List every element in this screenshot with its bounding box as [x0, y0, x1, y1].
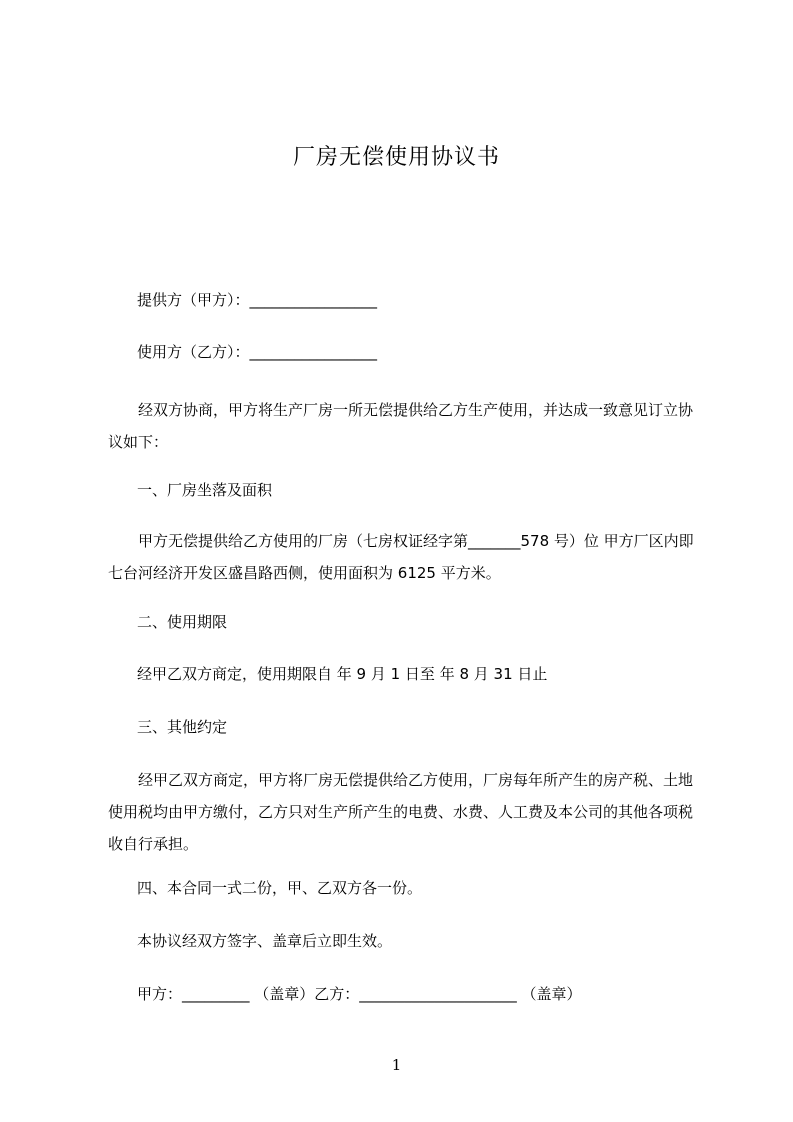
document-title: 厂房无偿使用协议书	[292, 145, 500, 170]
effect-line: 本协议经双方签字、盖章后立即生效。	[137, 932, 393, 950]
section3-heading: 三、其他约定	[137, 718, 228, 736]
provider-line: 提供方（甲方）：_________________	[137, 291, 378, 309]
section2-heading: 二、使用期限	[137, 613, 228, 631]
intro-paragraph-text: 经双方协商，甲方将生产厂房一所无偿提供给乙方生产使用，并达成一致意见订立协议如下：	[108, 401, 694, 451]
section1-heading: 一、厂房坐落及面积	[137, 481, 273, 499]
section2-paragraph: 经甲乙双方商定，使用期限自 年 9 月 1 日至 年 8 月 31 日止	[137, 665, 548, 683]
section4-line: 四、本合同一式二份，甲、乙双方各一份。	[137, 879, 423, 897]
section3-paragraph	[108, 764, 698, 860]
intro-paragraph	[108, 394, 698, 458]
section1-paragraph	[108, 525, 698, 589]
page-number: 1	[391, 1056, 402, 1074]
section3-paragraph-text: 经甲乙双方商定，甲方将厂房无偿提供给乙方使用，厂房每年所产生的房产税、土地使用税均由甲方缴付，乙方只对生产所产生的电费、水费、人工费及本公司的其他各项税收自行承担。	[108, 771, 694, 853]
user-line: 使用方（乙方）：_________________	[137, 343, 378, 361]
section1-paragraph-text: 甲方无偿提供给乙方使用的厂房（七房权证经字第_______578 号）位 甲方厂区内即七台河经济开发区盛昌路西侧，使用面积为 6125 平方米。	[108, 532, 694, 582]
signature-line: 甲方：_________ （盖章）乙方：_____________________ （盖章）	[137, 985, 582, 1003]
